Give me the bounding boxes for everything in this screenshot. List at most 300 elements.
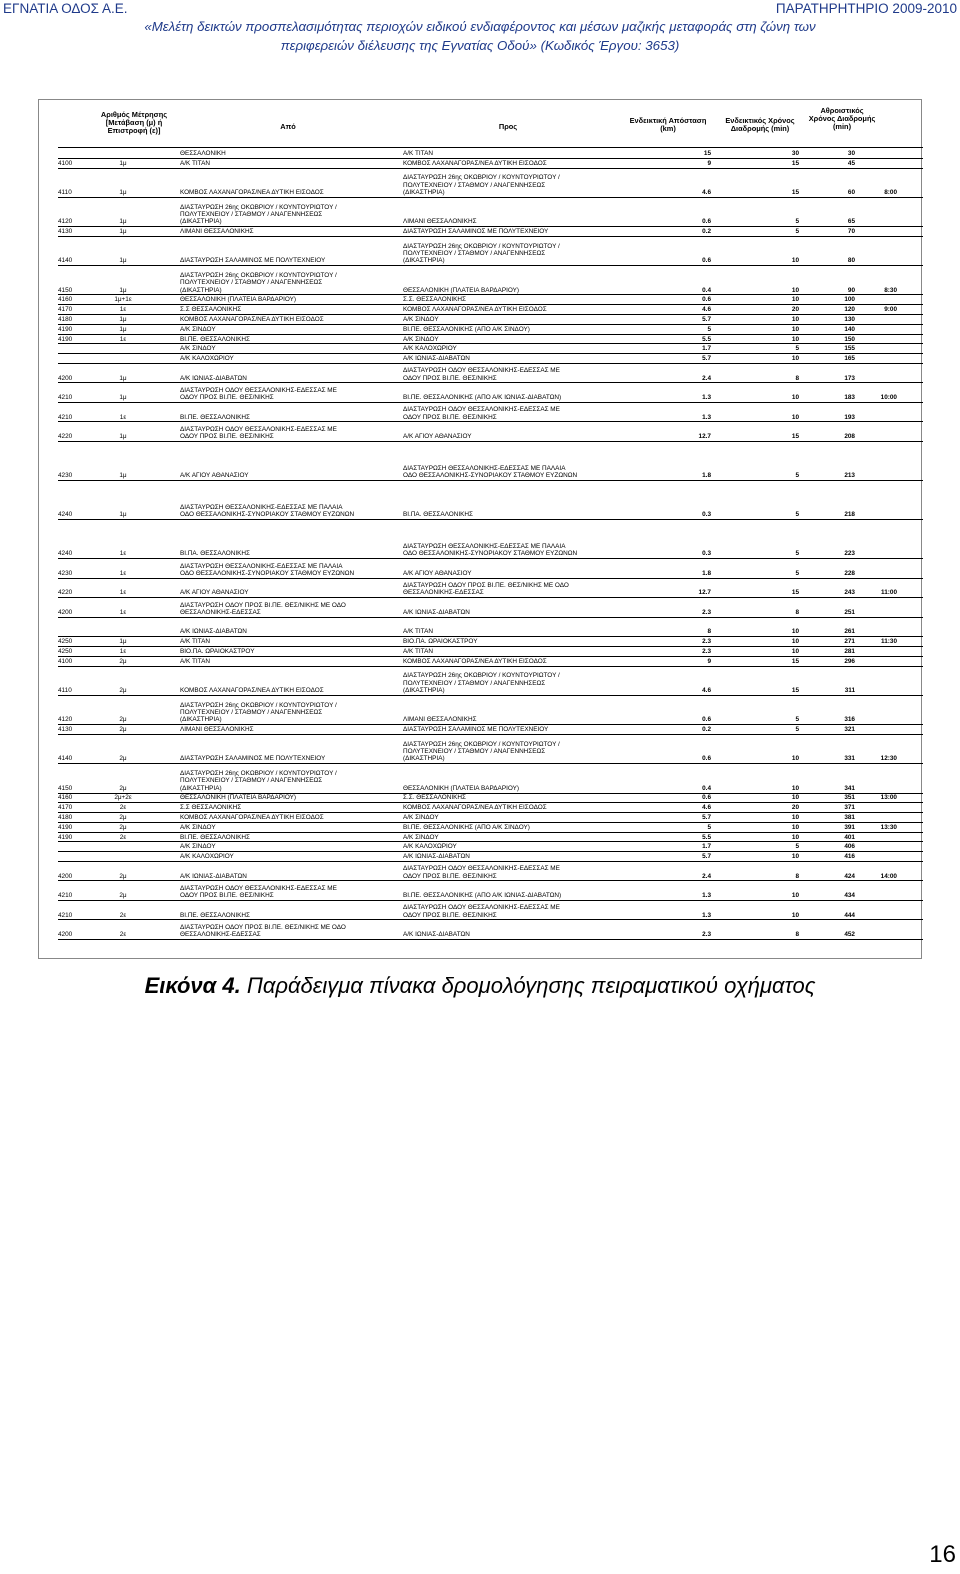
table-row-rule	[58, 334, 923, 335]
cell-min: 10	[791, 296, 799, 304]
cell-dir: 1ε	[119, 569, 127, 577]
cell-dir: 1μ	[119, 286, 127, 294]
table-row-rule	[58, 793, 923, 794]
header-distance: Ενδεικτική Απόσταση (km)	[629, 116, 707, 134]
cell-to: Α/Κ ΣΙΝΔΟΥ	[403, 814, 439, 821]
header-observatory: ΠΑΡΑΤΗΡΗΤΗΡΙΟ 2009-2010	[775, 1, 957, 16]
cell-km: 2.4	[702, 374, 711, 382]
cell-km: 0.6	[702, 296, 711, 304]
table-row-rule	[58, 558, 923, 559]
cell-code: 4110	[58, 687, 72, 695]
cell-to: ΔΙΑΣΤΑΥΡΩΣΗ 26ης ΟΚΩΒΡΙΟΥ / ΚΟΥΝΤΟΥΡΙΩΤΟΥ / ΠΟΛΥΤΕΧΝΕΙΟΥ / ΣΤΑΘΜΟΥ / ΑΝΑΓΕΝΝΗΣΕΩΣ (ΔΙΚΑΣΤΗΡΙΑ)	[403, 242, 560, 265]
cell-code: 4170	[58, 804, 73, 812]
table-row-rule	[58, 695, 923, 696]
cell-from: ΔΙΑΣΤΑΥΡΩΣΗ ΘΕΣΣΑΛΟΝΙΚΗΣ-ΕΔΕΣΣΑΣ ΜΕ ΠΑΛΑΙΑ ΟΔΟ ΘΕΣΣΑΛΟΝΙΚΗΣ-ΣΥΝΟΡΙΑΚΟΥ ΣΤΑΘΜΟΥ ΕΥΖΩΝΩΝ	[180, 562, 355, 577]
cell-to: Α/Κ ΤΙΤΑΝ	[403, 149, 433, 157]
cell-dir: 2ε	[119, 833, 127, 841]
cell-to: ΔΙΑΣΤΑΥΡΩΣΗ ΟΔΟΥ ΘΕΣΣΑΛΟΝΙΚΗΣ-ΕΔΕΣΣΑΣ ΜΕ ΟΔΟΥ ΠΡΟΣ ΒΙ.ΠΕ. ΘΕΣ/ΝΙΚΗΣ	[403, 865, 560, 880]
cell-cum: 45	[847, 159, 855, 167]
cell-to: ΔΙΑΣΤΑΥΡΩΣΗ ΟΔΟΥ ΠΡΟΣ ΒΙ.ΠΕ. ΘΕΣ/ΝΙΚΗΣ ΜΕ ΟΔΟ ΘΕΣΣΑΛΟΝΙΚΗΣ-ΕΔΕΣΣΑΣ	[403, 582, 569, 597]
cell-km: 1.3	[702, 394, 711, 402]
cell-code: 4120	[58, 218, 73, 226]
cell-dir: 1μ	[119, 394, 127, 402]
cell-code: 4180	[58, 315, 73, 323]
cell-cum: 223	[844, 550, 855, 558]
table-row-rule	[58, 724, 923, 725]
cell-to: Α/Κ ΤΙΤΑΝ	[403, 628, 433, 636]
cell-cum: 30	[847, 149, 855, 157]
cell-to: ΘΕΣΣΑΛΟΝΙΚΗ (ΠΛΑΤΕΙΑ ΒΑΡΔΑΡΙΟΥ)	[403, 784, 520, 792]
cell-to: ΔΙΑΣΤΑΥΡΩΣΗ ΘΕΣΣΑΛΟΝΙΚΗΣ-ΕΔΕΣΣΑΣ ΜΕ ΠΑΛΑΙΑ ΟΔΟ ΘΕΣΣΑΛΟΝΙΚΗΣ-ΣΥΝΟΡΙΑΚΟΥ ΣΤΑΘΜΟΥ ΕΥΖΩΝΩΝ	[403, 543, 578, 558]
cell-code: 4210	[58, 911, 73, 919]
cell-dir: 1μ	[119, 159, 127, 167]
cell-to: ΒΙ.ΠΕ. ΘΕΣΣΑΛΟΝΙΚΗΣ (ΑΠΟ Α/Κ ΙΩΝΙΑΣ-ΔΙΑΒΑΤΩΝ)	[403, 892, 562, 900]
table-row-rule	[58, 939, 923, 940]
cell-dir: 1ε	[119, 306, 127, 314]
cell-cum: 228	[844, 569, 855, 577]
cell-min: 15	[791, 189, 799, 197]
cell-dir: 1μ	[119, 257, 127, 265]
cell-from: ΔΙΑΣΤΑΥΡΩΣΗ ΟΔΟΥ ΘΕΣΣΑΛΟΝΙΚΗΣ-ΕΔΕΣΣΑΣ ΜΕ ΟΔΟΥ ΠΡΟΣ ΒΙ.ΠΕ. ΘΕΣ/ΝΙΚΗΣ	[180, 425, 337, 441]
cell-code: 4210	[58, 892, 73, 900]
cell-code: 4230	[58, 472, 73, 480]
cell-code: 4200	[58, 931, 73, 939]
cell-to: ΛΙΜΑΝΙ ΘΕΣΣΑΛΟΝΙΚΗΣ	[403, 716, 477, 724]
cell-to: ΔΙΑΣΤΑΥΡΩΣΗ 26ης ΟΚΩΒΡΙΟΥ / ΚΟΥΝΤΟΥΡΙΩΤΟΥ / ΠΟΛΥΤΕΧΝΕΙΟΥ / ΣΤΑΘΜΟΥ / ΑΝΑΓΕΝΝΗΣΕΩΣ (ΔΙΚΑΣΤΗΡΙΑ)	[403, 740, 560, 763]
cell-code: 4100	[58, 159, 73, 167]
cell-code: 4240	[58, 550, 73, 558]
cell-cum: 452	[844, 931, 855, 939]
cell-cum: 173	[844, 374, 855, 382]
cell-code: 4190	[58, 335, 73, 343]
cell-code: 4250	[58, 638, 73, 646]
table-row-rule	[58, 763, 923, 764]
cell-cum: 251	[844, 608, 855, 616]
cell-cum: 208	[844, 433, 855, 441]
cell-cum: 444	[844, 911, 855, 919]
table-row-rule	[58, 919, 923, 920]
cell-code: 4160	[58, 794, 73, 802]
cell-km: 2.4	[702, 872, 711, 880]
cell-min: 10	[791, 286, 799, 294]
table-row-rule	[58, 382, 923, 383]
table-row-rule	[58, 578, 923, 579]
cell-km: 4.6	[702, 189, 711, 197]
cell-from: Α/Κ ΤΙΤΑΝ	[180, 159, 210, 167]
cell-km: 2.3	[702, 608, 711, 616]
table-row-rule	[58, 421, 923, 422]
table-row-rule	[58, 294, 923, 295]
cell-min: 10	[791, 784, 799, 792]
cell-km: 1.3	[702, 892, 711, 900]
cell-cum: 80	[847, 257, 855, 265]
cell-min: 5	[795, 472, 799, 480]
cell-min: 10	[791, 892, 799, 900]
cell-min: 5	[795, 843, 799, 851]
cell-km: 1.8	[702, 569, 711, 577]
cell-to: ΔΙΑΣΤΑΥΡΩΣΗ ΣΑΛΑΜΙΝΟΣ ΜΕ ΠΟΛΥΤΕΧΝΕΙΟΥ	[403, 228, 549, 236]
cell-min: 5	[795, 726, 799, 734]
cell-cum: 100	[844, 296, 855, 304]
table-row-rule	[58, 656, 923, 657]
cell-dir: 1μ	[119, 315, 127, 323]
table-row-rule	[58, 226, 923, 227]
cell-min: 20	[791, 804, 799, 812]
cell-min: 10	[791, 794, 799, 802]
cell-min: 10	[791, 257, 799, 265]
cell-cum: 424	[844, 872, 855, 880]
header-to: Προς	[498, 122, 518, 131]
cell-to: ΔΙΑΣΤΑΥΡΩΣΗ ΟΔΟΥ ΘΕΣΣΑΛΟΝΙΚΗΣ-ΕΔΕΣΣΑΣ ΜΕ ΟΔΟΥ ΠΡΟΣ ΒΙ.ΠΕ. ΘΕΣ/ΝΙΚΗΣ	[403, 406, 560, 421]
cell-km: 9	[707, 159, 711, 167]
cell-dir: 2μ	[119, 814, 127, 821]
cell-code: 4180	[58, 814, 73, 821]
cell-to: Α/Κ ΙΩΝΙΑΣ-ΔΙΑΒΑΤΩΝ	[403, 355, 470, 363]
table-row-rule	[58, 861, 923, 862]
cell-km: 9	[707, 657, 711, 665]
cell-dir: 1ε	[119, 550, 127, 558]
cell-min: 10	[791, 628, 799, 636]
table-row-rule	[58, 158, 923, 159]
cell-dir: 1μ+1ε	[114, 296, 132, 304]
cell-to: ΛΙΜΑΝΙ ΘΕΣΣΑΛΟΝΙΚΗΣ	[403, 218, 477, 226]
cell-cum: 371	[844, 804, 855, 812]
cell-from: ΔΙΑΣΤΑΥΡΩΣΗ ΣΑΛΑΜΙΝΟΣ ΜΕ ΠΟΛΥΤΕΧΝΕΙΟΥ	[180, 257, 326, 265]
cell-to: ΚΟΜΒΟΣ ΛΑΧΑΝΑΓΟΡΑΣ/ΝΕΑ ΔΥΤΙΚΗ ΕΙΣΟΔΟΣ	[403, 657, 547, 665]
cell-clock: 11:30	[881, 638, 897, 646]
cell-to: Σ.Σ. ΘΕΣΣΑΛΟΝΙΚΗΣ	[403, 794, 466, 802]
cell-min: 5	[795, 345, 799, 353]
cell-from: ΔΙΑΣΤΑΥΡΩΣΗ ΟΔΟΥ ΘΕΣΣΑΛΟΝΙΚΗΣ-ΕΔΕΣΣΑΣ ΜΕ ΟΔΟΥ ΠΡΟΣ ΒΙ.ΠΕ. ΘΕΣ/ΝΙΚΗΣ	[180, 884, 337, 900]
table-row-rule	[58, 646, 923, 647]
cell-from: Α/Κ ΙΩΝΙΑΣ-ΔΙΑΒΑΤΩΝ	[180, 628, 247, 636]
cell-code: 4200	[58, 872, 73, 880]
cell-cum: 331	[844, 755, 855, 763]
cell-min: 10	[791, 315, 799, 323]
table-row-rule	[58, 265, 923, 266]
cell-to: Α/Κ ΙΩΝΙΑΣ-ΔΙΑΒΑΤΩΝ	[403, 608, 470, 616]
cell-dir: 1μ	[119, 472, 127, 480]
cell-to: Α/Κ ΚΑΛΟΧΩΡΙΟΥ	[403, 345, 457, 353]
cell-from: ΚΟΜΒΟΣ ΛΑΧΑΝΑΓΟΡΑΣ/ΝΕΑ ΔΥΤΙΚΗ ΕΙΣΟΔΟΣ	[180, 814, 324, 821]
cell-from: Σ.Σ ΘΕΣΣΑΛΟΝΙΚΗΣ	[180, 804, 242, 812]
cell-cum: 261	[844, 628, 855, 636]
caption-text: Παράδειγμα πίνακα δρομολόγησης πειραματικού οχήματος	[246, 973, 816, 998]
cell-dir: 2ε	[119, 804, 127, 812]
cell-cum: 243	[844, 589, 855, 597]
cell-min: 30	[791, 149, 799, 157]
cell-min: 15	[791, 433, 799, 441]
cell-from: ΘΕΣΣΑΛΟΝΙΚΗ (ΠΛΑΤΕΙΑ ΒΑΡΔΑΡΙΟΥ)	[180, 296, 297, 304]
cell-code: 4100	[58, 657, 73, 665]
cell-code: 4130	[58, 228, 73, 236]
cell-code: 4150	[58, 286, 73, 294]
cell-km: 5	[707, 823, 711, 831]
table-row-rule	[58, 851, 923, 852]
cell-cum: 218	[844, 511, 855, 519]
caption-label: Εικόνα 4.	[144, 973, 241, 998]
cell-from: Α/Κ ΚΑΛΟΧΩΡΙΟΥ	[180, 853, 234, 861]
cell-km: 0.6	[702, 755, 711, 763]
cell-km: 0.6	[702, 794, 711, 802]
cell-clock: 14:00	[880, 872, 897, 880]
table-row-rule	[58, 519, 923, 520]
table-row-rule	[58, 363, 923, 364]
header-cumulative: Αθροιστικός Χρόνος Διαδρομής (min)	[808, 106, 876, 132]
cell-code: 4130	[58, 726, 73, 734]
cell-to: ΒΙ.ΠΑ. ΘΕΣΣΑΛΟΝΙΚΗΣ	[403, 511, 473, 519]
cell-clock: 12:30	[880, 755, 897, 763]
cell-min: 10	[791, 814, 799, 821]
cell-cum: 316	[844, 716, 855, 724]
table-row-rule	[58, 197, 923, 198]
cell-min: 20	[791, 306, 799, 314]
cell-from: ΒΙ.ΠΑ. ΘΕΣΣΑΛΟΝΙΚΗΣ	[180, 550, 250, 558]
cell-km: 5.7	[702, 315, 711, 323]
cell-km: 4.6	[702, 306, 711, 314]
cell-code: 4250	[58, 648, 73, 655]
cell-clock: 13:30	[880, 823, 897, 831]
cell-to: Α/Κ ΤΙΤΑΝ	[403, 648, 433, 655]
cell-from: ΔΙΑΣΤΑΥΡΩΣΗ ΟΔΟΥ ΘΕΣΣΑΛΟΝΙΚΗΣ-ΕΔΕΣΣΑΣ ΜΕ ΟΔΟΥ ΠΡΟΣ ΒΙ.ΠΕ. ΘΕΣ/ΝΙΚΗΣ	[180, 386, 337, 402]
cell-dir: 1μ	[119, 511, 127, 519]
table-row-rule	[58, 324, 923, 325]
cell-min: 10	[791, 413, 799, 421]
cell-to: ΚΟΜΒΟΣ ΛΑΧΑΝΑΓΟΡΑΣ/ΝΕΑ ΔΥΤΙΚΗ ΕΙΣΟΔΟΣ	[403, 306, 547, 314]
route-table	[58, 105, 928, 943]
cell-dir: 1ε	[119, 608, 127, 616]
cell-km: 0.3	[702, 511, 711, 519]
cell-km: 5	[707, 325, 711, 333]
cell-min: 5	[795, 228, 799, 236]
cell-min: 5	[795, 569, 799, 577]
cell-code: 4190	[58, 325, 73, 333]
cell-cum: 401	[844, 833, 855, 841]
header-measurement: Αριθμός Μέτρησης [Μετάβαση (μ) ή Επιστροφή (ε)]	[100, 110, 168, 136]
cell-dir: 2μ+2ε	[114, 794, 132, 802]
cell-cum: 150	[844, 335, 855, 343]
cell-min: 8	[795, 374, 799, 382]
cell-min: 10	[791, 853, 799, 861]
cell-cum: 165	[844, 355, 855, 363]
cell-from: ΒΙ.ΠΕ. ΘΕΣΣΑΛΟΝΙΚΗΣ	[180, 413, 250, 421]
page-number: 16	[929, 1541, 956, 1568]
cell-dir: 1μ	[119, 374, 127, 382]
table-row-rule	[58, 636, 923, 637]
header-from: Από	[280, 122, 296, 131]
cell-min: 10	[791, 394, 799, 402]
cell-code: 4230	[58, 569, 73, 577]
cell-code: 4210	[58, 394, 73, 402]
cell-from: ΛΙΜΑΝΙ ΘΕΣΣΑΛΟΝΙΚΗΣ	[180, 228, 254, 236]
cell-code: 4160	[58, 296, 73, 304]
cell-from: Α/Κ ΣΙΝΔΟΥ	[180, 345, 216, 353]
cell-km: 5.7	[702, 355, 711, 363]
header-time: Ενδεικτικός Χρόνος Διαδρομής (min)	[725, 116, 795, 134]
cell-min: 15	[791, 159, 799, 167]
cell-from: ΒΙ.ΠΕ. ΘΕΣΣΑΛΟΝΙΚΗΣ	[180, 911, 250, 919]
cell-dir: 2μ	[119, 687, 127, 695]
cell-dir: 1ε	[119, 335, 127, 343]
table-row-rule	[58, 900, 923, 901]
table-row-rule	[58, 832, 923, 833]
cell-from: ΘΕΣΣΑΛΟΝΙΚΗ	[180, 149, 226, 157]
cell-code: 4240	[58, 511, 73, 519]
cell-from: Σ.Σ ΘΕΣΣΑΛΟΝΙΚΗΣ	[180, 306, 242, 314]
cell-from: ΔΙΑΣΤΑΥΡΩΣΗ ΟΔΟΥ ΠΡΟΣ ΒΙ.ΠΕ. ΘΕΣ/ΝΙΚΗΣ ΜΕ ΟΔΟ ΘΕΣΣΑΛΟΝΙΚΗΣ-ΕΔΕΣΣΑΣ	[180, 601, 346, 616]
cell-km: 2.3	[702, 638, 711, 646]
cell-code: 4150	[58, 784, 73, 792]
cell-cum: 70	[847, 228, 855, 236]
cell-code: 4220	[58, 589, 73, 597]
cell-min: 10	[791, 823, 799, 831]
table-row-rule	[58, 822, 923, 823]
cell-min: 10	[791, 833, 799, 841]
cell-km: 2.3	[702, 648, 711, 655]
cell-to: Σ.Σ. ΘΕΣΣΑΛΟΝΙΚΗΣ	[403, 296, 466, 304]
cell-km: 1.8	[702, 472, 711, 480]
table-row-rule	[58, 617, 923, 618]
cell-from: ΘΕΣΣΑΛΟΝΙΚΗ (ΠΛΑΤΕΙΑ ΒΑΡΔΑΡΙΟΥ)	[180, 794, 297, 802]
cell-dir: 2μ	[119, 755, 127, 763]
cell-dir: 2μ	[119, 784, 127, 792]
cell-from: ΛΙΜΑΝΙ ΘΕΣΣΑΛΟΝΙΚΗΣ	[180, 726, 254, 734]
header-organization: ΕΓΝΑΤΙΑ ΟΔΟΣ Α.Ε.	[3, 1, 128, 16]
cell-code: 4200	[58, 374, 73, 382]
cell-to: Α/Κ ΙΩΝΙΑΣ-ΔΙΑΒΑΤΩΝ	[403, 931, 470, 939]
cell-from: ΔΙΑΣΤΑΥΡΩΣΗ ΟΔΟΥ ΠΡΟΣ ΒΙ.ΠΕ. ΘΕΣ/ΝΙΚΗΣ ΜΕ ΟΔΟ ΘΕΣΣΑΛΟΝΙΚΗΣ-ΕΔΕΣΣΑΣ	[180, 923, 346, 939]
cell-to: Α/Κ ΑΓΙΟΥ ΑΘΑΝΑΣΙΟΥ	[403, 433, 472, 441]
cell-code: 4190	[58, 823, 73, 831]
cell-to: ΒΙ.ΠΕ. ΘΕΣΣΑΛΟΝΙΚΗΣ (ΑΠΟ Α/Κ ΙΩΝΙΑΣ-ΔΙΑΒΑΤΩΝ)	[403, 394, 562, 402]
cell-km: 0.4	[702, 286, 711, 294]
table-row-rule	[58, 168, 923, 169]
cell-km: 1.7	[702, 843, 711, 851]
cell-km: 5.5	[702, 335, 711, 343]
cell-clock: 9:00	[884, 306, 897, 314]
table-header-rule	[58, 147, 923, 148]
cell-from: Α/Κ ΣΙΝΔΟΥ	[180, 843, 216, 851]
cell-from: ΔΙΑΣΤΑΥΡΩΣΗ 26ης ΟΚΩΒΡΙΟΥ / ΚΟΥΝΤΟΥΡΙΩΤΟΥ / ΠΟΛΥΤΕΧΝΕΙΟΥ / ΣΤΑΘΜΟΥ / ΑΝΑΓΕΝΝΗΣΕΩΣ (ΔΙΚΑΣΤΗΡΙΑ)	[180, 770, 337, 792]
cell-min: 5	[795, 716, 799, 724]
cell-min: 10	[791, 335, 799, 343]
cell-km: 12.7	[698, 589, 711, 597]
cell-cum: 434	[844, 892, 855, 900]
cell-from: ΒΙΟ.ΠΑ. ΩΡΑΙΟΚΑΣΤΡΟΥ	[180, 648, 255, 655]
cell-dir: 1ε	[119, 413, 127, 421]
cell-cum: 416	[844, 853, 855, 861]
cell-dir: 2μ	[119, 872, 127, 880]
cell-min: 10	[791, 648, 799, 655]
cell-km: 0.4	[702, 784, 711, 792]
cell-dir: 2ε	[119, 911, 127, 919]
table-row-rule	[58, 441, 923, 442]
cell-clock: 13:00	[880, 794, 897, 802]
cell-from: Α/Κ ΚΑΛΟΧΩΡΙΟΥ	[180, 355, 234, 363]
cell-dir: 2μ	[119, 823, 127, 831]
cell-km: 1.3	[702, 413, 711, 421]
cell-to: ΘΕΣΣΑΛΟΝΙΚΗ (ΠΛΑΤΕΙΑ ΒΑΡΔΑΡΙΟΥ)	[403, 286, 520, 294]
cell-clock: 8:30	[884, 286, 897, 294]
cell-from: ΚΟΜΒΟΣ ΛΑΧΑΝΑΓΟΡΑΣ/ΝΕΑ ΔΥΤΙΚΗ ΕΙΣΟΔΟΣ	[180, 189, 324, 197]
cell-km: 1.7	[702, 345, 711, 353]
cell-to: ΚΟΜΒΟΣ ΛΑΧΑΝΑΓΟΡΑΣ/ΝΕΑ ΔΥΤΙΚΗ ΕΙΣΟΔΟΣ	[403, 159, 547, 167]
cell-cum: 120	[844, 306, 855, 314]
cell-from: Α/Κ ΤΙΤΑΝ	[180, 638, 210, 646]
table-row-rule	[58, 343, 923, 344]
table-row-rule	[58, 597, 923, 598]
cell-min: 5	[795, 550, 799, 558]
cell-from: Α/Κ ΙΩΝΙΑΣ-ΔΙΑΒΑΤΩΝ	[180, 872, 247, 880]
cell-to: ΚΟΜΒΟΣ ΛΑΧΑΝΑΓΟΡΑΣ/ΝΕΑ ΔΥΤΙΚΗ ΕΙΣΟΔΟΣ	[403, 804, 547, 812]
cell-cum: 391	[844, 823, 855, 831]
cell-cum: 341	[844, 784, 855, 792]
cell-cum: 140	[844, 325, 855, 333]
cell-from: ΒΙ.ΠΕ. ΘΕΣΣΑΛΟΝΙΚΗΣ	[180, 833, 250, 841]
cell-from: Α/Κ ΤΙΤΑΝ	[180, 657, 210, 665]
table-row-rule	[58, 480, 923, 481]
cell-min: 15	[791, 687, 799, 695]
cell-cum: 183	[844, 394, 855, 402]
cell-min: 10	[791, 755, 799, 763]
cell-to: ΔΙΑΣΤΑΥΡΩΣΗ 26ης ΟΚΩΒΡΙΟΥ / ΚΟΥΝΤΟΥΡΙΩΤΟΥ / ΠΟΛΥΤΕΧΝΕΙΟΥ / ΣΤΑΘΜΟΥ / ΑΝΑΓΕΝΝΗΣΕΩΣ (ΔΙΚΑΣΤΗΡΙΑ)	[403, 174, 560, 197]
cell-cum: 381	[844, 814, 855, 821]
cell-to: ΒΙ.ΠΕ. ΘΕΣΣΑΛΟΝΙΚΗΣ (ΑΠΟ Α/Κ ΣΙΝΔΟΥ)	[403, 325, 530, 333]
cell-cum: 406	[844, 843, 855, 851]
cell-to: ΒΙ.ΠΕ. ΘΕΣΣΑΛΟΝΙΚΗΣ (ΑΠΟ Α/Κ ΣΙΝΔΟΥ)	[403, 823, 530, 831]
cell-from: Α/Κ ΙΩΝΙΑΣ-ΔΙΑΒΑΤΩΝ	[180, 374, 247, 382]
cell-min: 15	[791, 589, 799, 597]
cell-cum: 351	[844, 794, 855, 802]
cell-km: 0.3	[702, 550, 711, 558]
cell-km: 0.2	[702, 726, 711, 734]
cell-min: 8	[795, 608, 799, 616]
cell-from: ΒΙ.ΠΕ. ΘΕΣΣΑΛΟΝΙΚΗΣ	[180, 335, 250, 343]
cell-from: ΚΟΜΒΟΣ ΛΑΧΑΝΑΓΟΡΑΣ/ΝΕΑ ΔΥΤΙΚΗ ΕΙΣΟΔΟΣ	[180, 315, 324, 323]
cell-min: 10	[791, 911, 799, 919]
cell-to: Α/Κ ΚΑΛΟΧΩΡΙΟΥ	[403, 843, 457, 851]
cell-from: ΚΟΜΒΟΣ ΛΑΧΑΝΑΓΟΡΑΣ/ΝΕΑ ΔΥΤΙΚΗ ΕΙΣΟΔΟΣ	[180, 687, 324, 695]
table-row-rule	[58, 304, 923, 305]
cell-to: ΔΙΑΣΤΑΥΡΩΣΗ ΟΔΟΥ ΘΕΣΣΑΛΟΝΙΚΗΣ-ΕΔΕΣΣΑΣ ΜΕ ΟΔΟΥ ΠΡΟΣ ΒΙ.ΠΕ. ΘΕΣ/ΝΙΚΗΣ	[403, 367, 560, 382]
cell-to: ΒΙΟ.ΠΑ. ΩΡΑΙΟΚΑΣΤΡΟΥ	[403, 638, 478, 646]
cell-code: 4140	[58, 257, 73, 265]
cell-from: ΔΙΑΣΤΑΥΡΩΣΗ ΣΑΛΑΜΙΝΟΣ ΜΕ ΠΟΛΥΤΕΧΝΕΙΟΥ	[180, 755, 326, 763]
table-row-rule	[58, 812, 923, 813]
cell-from: ΔΙΑΣΤΑΥΡΩΣΗ ΘΕΣΣΑΛΟΝΙΚΗΣ-ΕΔΕΣΣΑΣ ΜΕ ΠΑΛΑΙΑ ΟΔΟ ΘΕΣΣΑΛΟΝΙΚΗΣ-ΣΥΝΟΡΙΑΚΟΥ ΣΤΑΘΜΟΥ ΕΥΖΩΝΩΝ	[180, 503, 355, 519]
cell-cum: 130	[844, 315, 855, 323]
cell-km: 8	[707, 628, 711, 636]
cell-km: 4.6	[702, 687, 711, 695]
cell-code: 4140	[58, 755, 73, 763]
cell-clock: 8:00	[884, 189, 897, 197]
table-row-rule	[58, 666, 923, 667]
cell-min: 15	[791, 657, 799, 665]
cell-cum: 90	[847, 286, 855, 294]
header-subtitle-line-2: περιφερειών διέλευσης της Εγνατίας Οδού» (Κωδικός Έργου: 3653)	[280, 38, 680, 53]
figure-caption	[0, 973, 960, 999]
cell-from: Α/Κ ΑΓΙΟΥ ΑΘΑΝΑΣΙΟΥ	[180, 472, 249, 480]
cell-km: 0.6	[702, 218, 711, 226]
cell-cum: 155	[844, 345, 855, 353]
cell-dir: 1ε	[119, 589, 127, 597]
cell-min: 10	[791, 638, 799, 646]
cell-from: Α/Κ ΣΙΝΔΟΥ	[180, 325, 216, 333]
cell-clock: 10:00	[880, 394, 897, 402]
table-row-rule	[58, 236, 923, 237]
cell-to: Α/Κ ΙΩΝΙΑΣ-ΔΙΑΒΑΤΩΝ	[403, 853, 470, 861]
cell-cum: 321	[844, 726, 855, 734]
